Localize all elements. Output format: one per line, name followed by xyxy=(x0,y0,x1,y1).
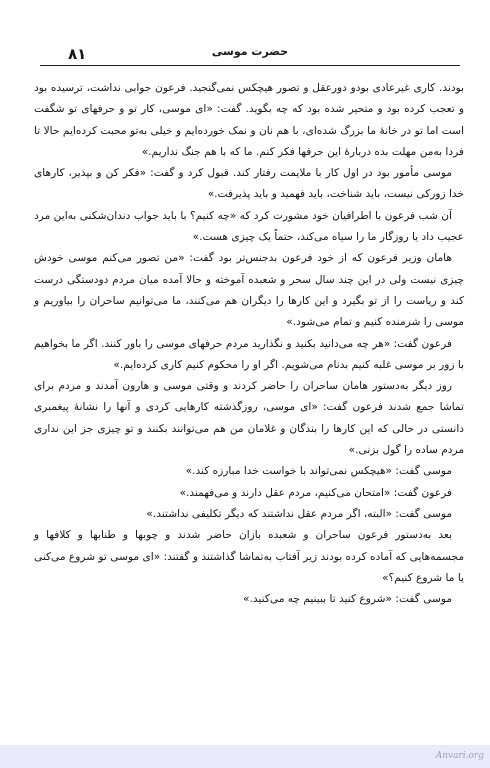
footer-strip xyxy=(0,745,490,768)
paragraph: فرعون گفت: «امتحان می‌کنیم، مردم عقل دارند و می‌فهمند.» xyxy=(179,486,452,499)
header-rule xyxy=(40,65,460,66)
page-number: ۸۱ xyxy=(68,45,87,63)
paragraph: موسی گفت: «البته، اگر مردم عقل نداشتند که دیگر تکلیفی نداشتند.» xyxy=(146,507,452,520)
body-text xyxy=(34,78,464,610)
paragraph: فرعون گفت: «هر چه می‌دانید بکنید و نگذارید مردم حرفهای موسی را باور کنند. اگر ما بخواهیم با زور بر موسی غلبه کنیم بدنام می‌شویم. اگر او را محکوم کنیم کاری کرده‌ایم.» xyxy=(34,337,464,371)
paragraph: موسی گفت: «هیچکس نمی‌تواند با خواست خدا مبارزه کند.» xyxy=(185,465,452,478)
watermark: Anvari.org xyxy=(435,751,484,761)
paragraph: بودند. کاری غیرعادی بودو دورعقل و تصور هیچکس نمی‌گنجید. فرعون جوابی نداشت، ترسیده بود و تعجب کرده بود و متحیر شده بود که چه بگوید. گفت: «ای موسی، کار تو و حرفهای تو شگفت است اما تو در خانهٔ ما بزرگ شده‌ای، با هم نان و نمک خورده‌ایم و خیلی به‌تو محبت کرده‌ایم حالا تا فردا به‌من مهلت بده دربارهٔ این حرفها فکر کنم. ما که با هم جنگ نداریم.» xyxy=(34,82,464,158)
running-title: حضرت موسی xyxy=(211,45,289,58)
paragraph: روز دیگر به‌دستور هامان ساحران را حاضر کردند و وقتی موسی و هارون آمدند و مردم برای تماشا جمع شدند فرعون گفت: «ای موسی، روزگذشته کارهایی کردی و آنها را نشانهٔ پیغمبری دانستی در حالی که این کارها را بندگان و غلامان من هم می‌توانند بکنند و تو چیزی جز این نداری مردم ساده را گول بزنی.» xyxy=(34,380,464,457)
paragraph: هامان وزیر فرعون که از خود فرعون بدجنس‌تر بود گفت: «من تصور می‌کنم موسی خودش چیزی نیست ولی در این چند سال سحر و شعبده آموخته و حالا آمده میان مردم دودستگی درست کند و ریاست را از تو بگیرد و این کارها را دیگران هم می‌کنند، ما می‌توانیم ساحران را بیاوریم و موسی را شرمنده کنیم و تمام می‌شود.» xyxy=(34,252,464,329)
paragraph: موسی مأمور بود در اول کار با ملایمت رفتار کند. قبول کرد و گفت: «فکر کن و بپذیر، کارهای خدا زورکی نیست، باید شناخت، باید فهمید و باید پذیرفت.» xyxy=(34,167,464,201)
paragraph: آن شب فرعون با اطرافیان خود مشورت کرد که «چه کنیم؟ با باید جواب دندان‌شکنی به‌این مرد عجیب داد یا روزگار ما را سیاه می‌کند، حتماً یک چیزی هست.» xyxy=(34,209,464,244)
paragraph: بعد به‌دستور فرعون ساحران و شعبده بازان حاضر شدند و چوبها و طنابها و کلافها و مجسمه‌هایی که آماده کرده بودند زیر آفتاب به‌تماشا گذاشتند و گفتند: «ای موسی تو شروع می‌کنی یا ما شروع کنیم؟» xyxy=(33,529,464,584)
page-header xyxy=(40,40,460,66)
paragraph: موسی گفت: «شروع کنید تا ببینیم چه می‌کنید.» xyxy=(243,593,452,606)
